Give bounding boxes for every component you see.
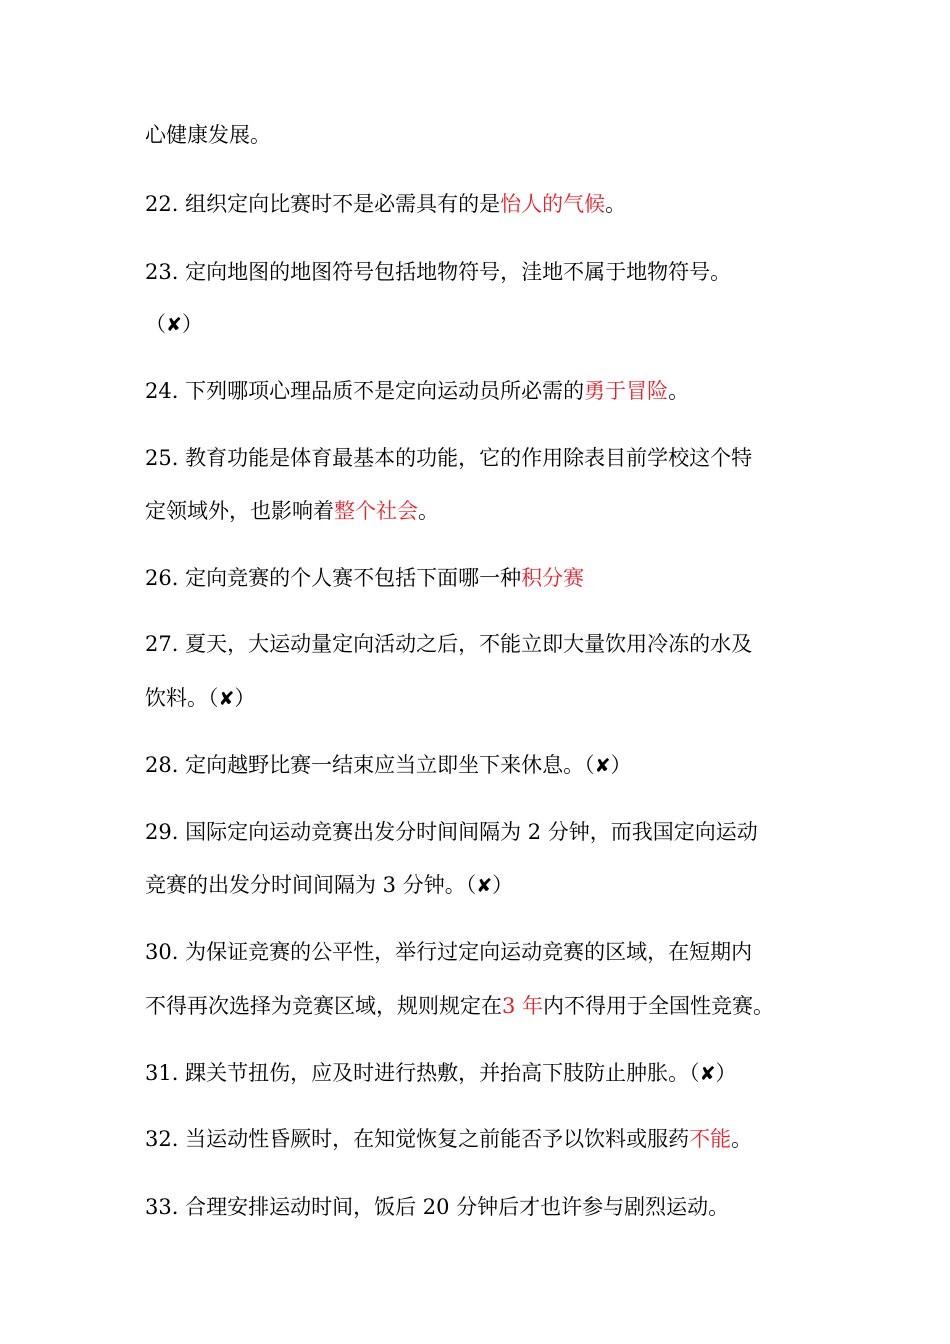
line-text: 22. 组织定向比赛时不是必需具有的是 bbox=[145, 192, 501, 216]
line-text: 心健康发展。 bbox=[145, 123, 271, 147]
text-line bbox=[145, 992, 774, 1020]
text-line bbox=[145, 818, 758, 846]
text-line bbox=[145, 564, 584, 592]
text-line bbox=[145, 684, 255, 713]
line-text: 24. 下列哪项心理品质不是定向运动员所必需的 bbox=[145, 379, 585, 403]
line-text: 内不得用于全国性竞赛。 bbox=[543, 994, 775, 1018]
line-text: 31. 踝关节扭伤，应及时进行热敷，并抬高下肢防止肿胀。（ bbox=[145, 1061, 700, 1085]
line-text: ） bbox=[181, 312, 203, 336]
line-text: 26. 定向竞赛的个人赛不包括下面哪一种 bbox=[145, 566, 522, 590]
text-line bbox=[145, 190, 626, 218]
line-text: 。 bbox=[668, 379, 690, 403]
line-text: 28. 定向越野比赛一结束应当立即坐下来休息。（ bbox=[145, 753, 595, 777]
line-text: 。 bbox=[418, 499, 439, 523]
line-text: ） bbox=[715, 1061, 737, 1085]
text-line bbox=[145, 444, 752, 472]
text-line bbox=[145, 121, 271, 149]
line-text: ） bbox=[610, 753, 632, 777]
line-text: 定领域外，也影响着 bbox=[145, 499, 334, 523]
text-line bbox=[145, 938, 752, 966]
answer-text: 怡人的气候 bbox=[500, 192, 606, 216]
line-text: 32. 当运动性昏厥时，在知觉恢复之前能否予以饮料或服药 bbox=[145, 1127, 690, 1151]
text-line bbox=[145, 310, 203, 339]
answer-text: 勇于冒险 bbox=[584, 379, 669, 403]
text-line bbox=[145, 751, 632, 780]
line-text: 。 bbox=[605, 192, 627, 216]
line-text: 33. 合理安排运动时间，饭后 20 分钟后才也许参与剧烈运动。 bbox=[145, 1195, 730, 1219]
answer-text: 积分赛 bbox=[521, 566, 585, 590]
answer-text: 3 年 bbox=[502, 994, 544, 1018]
line-text: 29. 国际定向运动竞赛出发分时间间隔为 2 分钟，而我国定向运动 bbox=[145, 820, 758, 844]
text-line bbox=[145, 1125, 752, 1153]
line-text: 竞赛的出发分时间间隔为 3 分钟。（ bbox=[145, 873, 477, 897]
false-mark-icon: ✘ bbox=[476, 875, 493, 897]
false-mark-icon: ✘ bbox=[594, 755, 611, 777]
text-line bbox=[145, 258, 731, 286]
text-line bbox=[145, 377, 689, 405]
line-text: ） bbox=[234, 686, 256, 710]
text-line bbox=[145, 497, 439, 525]
line-text: 25. 教育功能是体育最基本的功能，它的作用除表目前学校这个特 bbox=[145, 446, 753, 470]
line-text: （ bbox=[145, 312, 166, 336]
line-text: 。 bbox=[731, 1127, 753, 1151]
answer-text: 不能 bbox=[689, 1127, 732, 1151]
line-text: 不得再次选择为竞赛区域，规则规定在 bbox=[145, 994, 502, 1018]
text-line bbox=[145, 1193, 729, 1221]
answer-text: 整个社会 bbox=[334, 499, 418, 523]
text-line bbox=[145, 871, 513, 900]
false-mark-icon: ✘ bbox=[699, 1063, 716, 1085]
line-text: 27. 夏天，大运动量定向活动之后，不能立即大量饮用冷冻的水及 bbox=[145, 632, 753, 656]
line-text: 30. 为保证竞赛的公平性，举行过定向运动竞赛的区域，在短期内 bbox=[145, 940, 753, 964]
text-line bbox=[145, 630, 752, 658]
text-line bbox=[145, 1059, 737, 1088]
false-mark-icon: ✘ bbox=[166, 314, 182, 336]
false-mark-icon: ✘ bbox=[218, 688, 235, 710]
line-text: 饮料。（ bbox=[145, 686, 219, 710]
line-text: ） bbox=[492, 873, 514, 897]
line-text: 23. 定向地图的地图符号包括地物符号，洼地不属于地物符号。 bbox=[145, 260, 732, 284]
